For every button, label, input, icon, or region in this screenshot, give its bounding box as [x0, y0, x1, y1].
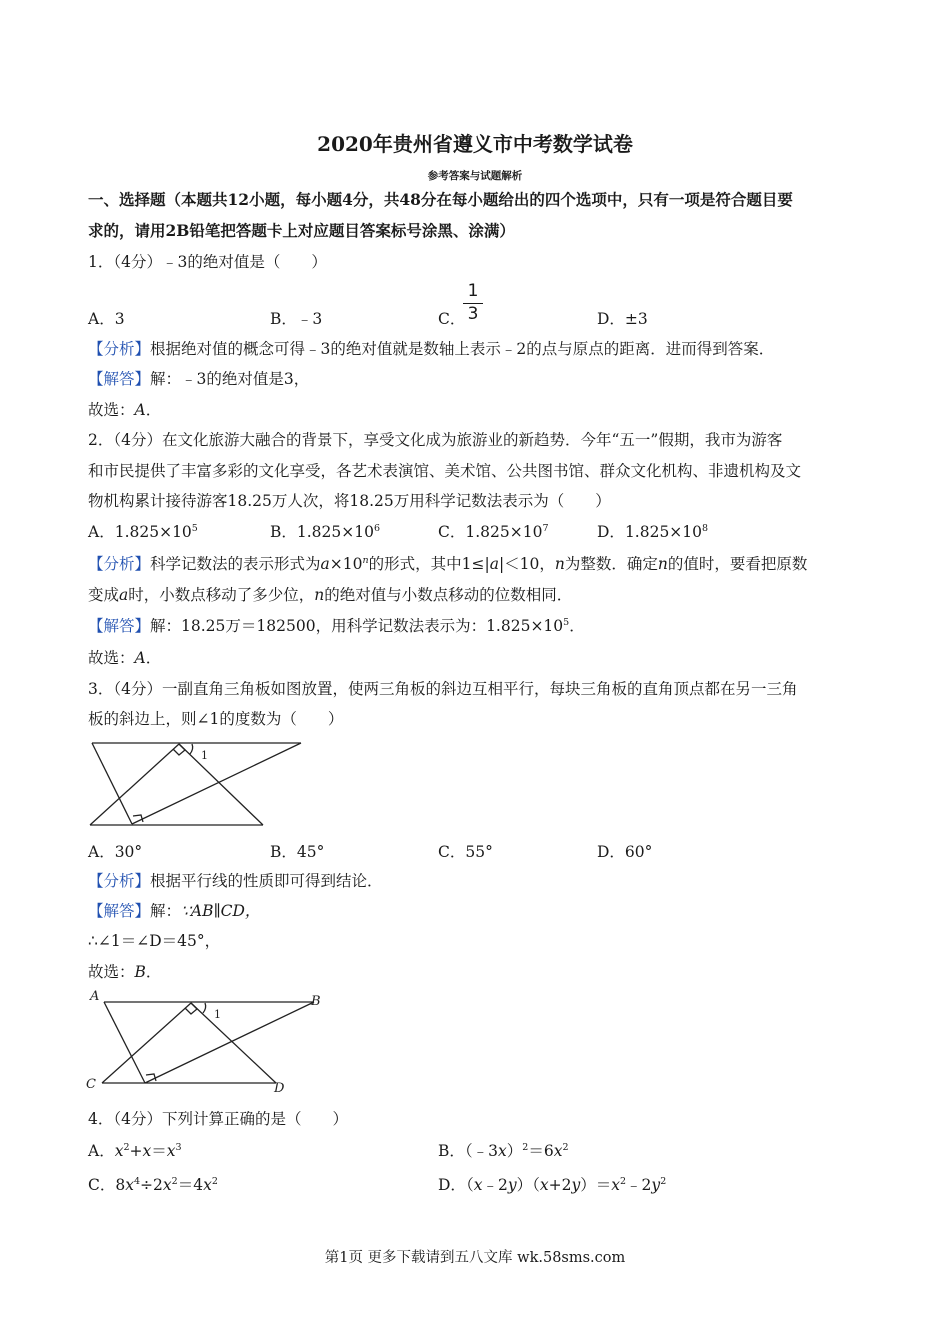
q1-option-c: C． — [438, 310, 466, 328]
answer-tag: 【解答】 — [88, 617, 151, 635]
q2-stem-line-3: 物机构累计接待游客18.25万人次，将18.25万用科学记数法表示为（ ） — [88, 492, 611, 510]
q1-solution-text: ﹣3的绝对值是3， — [181, 370, 310, 388]
q4-option-b-prefix: B． — [438, 1142, 465, 1160]
solve-label: 解： — [150, 902, 182, 920]
q3-choice-letter: B — [134, 963, 146, 981]
fig2-triangle-left-leg — [102, 1003, 191, 1083]
q2-stem-line-2: 和市民提供了丰富多彩的文化享受，各艺术表演馆、美术馆、公共图书馆、群众文化机构、非遗机构及文 — [88, 462, 802, 480]
q4-option-c: C．$8x^4\div 2x^2=4x^2$ — [88, 1175, 218, 1194]
fig2-triangle-right-leg — [191, 1003, 276, 1083]
page-title: 2020年贵州省遵义市中考数学试卷 — [317, 132, 633, 156]
q2-solution: 【解答】解：18.25万＝182500，用科学记数法表示为：$1.825\times 10^5$． — [88, 616, 585, 635]
q3-solution-figure — [84, 988, 334, 1094]
choose-label: 故选： — [88, 963, 135, 981]
q2-option-a-prefix: A． — [88, 523, 115, 541]
q2-option-a-mantissa: 1.825×10 — [114, 523, 192, 541]
q3-solution-line-2: ∴∠1＝∠D＝45°， — [88, 932, 221, 950]
q4-option-d: D．$(x﹣2y)(x+2y)=x^2﹣2y^2$ — [438, 1175, 667, 1194]
section-heading-line-2: 求的，请用2B铅笔把答题卡上对应题目答案标号涂黑、涂满） — [88, 221, 515, 240]
fig2-right-angle-mark-top — [185, 1003, 197, 1014]
q2-option-b — [270, 522, 380, 542]
fig1-angle-arc — [190, 744, 193, 754]
fig1-diagonal — [132, 743, 301, 824]
fig2-label-c: C — [86, 1077, 96, 1092]
q3-solution-text-1: ∵AB∥CD， — [181, 902, 261, 920]
fig1-right-angle-mark-top — [173, 744, 185, 755]
answer-tag: 【解答】 — [88, 902, 151, 920]
q2-option-d-prefix: D． — [597, 523, 625, 541]
q2-option-d-mantissa: 1.825×10 — [624, 523, 703, 541]
page-footer: 第1页 更多下载请到五八文库 wk.58sms.com — [324, 1250, 626, 1266]
choose-label: 故选： — [88, 401, 135, 419]
q3-option-c: C．55° — [438, 843, 493, 861]
choose-label: 故选： — [88, 649, 135, 667]
fig2-angle-label: 1 — [214, 1008, 221, 1021]
q1-fraction-numerator: 1 — [467, 281, 479, 301]
q1-fraction-denominator: 3 — [467, 304, 479, 324]
fig1-triangle-left-leg — [90, 744, 179, 825]
q2-choice-letter: A — [134, 649, 146, 667]
answer-tag: 【解答】 — [88, 370, 151, 388]
fig1-angle-label: 1 — [201, 749, 208, 762]
q4-option-b: B．$(﹣3x)^2=6x^2$ — [438, 1141, 569, 1160]
q1-stem: 1．（4分）﹣3的绝对值是（ ） — [88, 253, 327, 271]
q3-option-b: B．45° — [270, 843, 325, 861]
q1-analysis — [88, 339, 774, 359]
q2-solution-text: 18.25万＝182500，用科学记数法表示为：1.825×10 — [181, 617, 564, 635]
solve-label: 解： — [150, 370, 182, 388]
q2-analysis-line-2: 变成a时，小数点移动了多少位，n的绝对值与小数点移动的位数相同． — [88, 586, 573, 604]
q3-analysis — [88, 871, 383, 891]
fig2-label-b: B — [311, 994, 321, 1009]
q2-stem-line-1: 2．（4分）在文化旅游大融合的背景下，享受文化成为旅游业的新趋势．今年“五一”假期，我市为游客 — [88, 431, 783, 449]
q3-choice: 故选：B． — [88, 963, 162, 981]
q1-option-a: A．3 — [88, 310, 125, 328]
q3-solution-line-1 — [88, 901, 260, 921]
q1-option-d: D．±3 — [597, 310, 648, 328]
analysis-tag: 【分析】 — [88, 340, 151, 358]
q2-option-a — [88, 522, 198, 542]
analysis-tag: 【分析】 — [88, 872, 151, 890]
q2-option-b-mantissa: 1.825×10 — [296, 523, 374, 541]
fig1-left-side — [92, 743, 132, 824]
q3-option-d: D．60° — [597, 843, 653, 861]
analysis-tag: 【分析】 — [88, 555, 151, 573]
q4-stem: 4．（4分）下列计算正确的是（ ） — [88, 1110, 348, 1128]
q1-choice: 故选：A． — [88, 401, 162, 419]
fig1-triangle-right-leg — [179, 744, 263, 825]
q4-option-c-prefix: C． — [88, 1176, 116, 1194]
fig2-angle-arc — [203, 1003, 206, 1013]
solve-label: 解： — [150, 617, 182, 635]
page-subtitle: 参考答案与试题解析 — [427, 170, 523, 182]
q1-option-b: B．﹣3 — [270, 310, 323, 328]
q4-option-a-prefix: A． — [88, 1142, 115, 1160]
q2-option-c-exponent: 7 — [542, 522, 549, 534]
q3-option-a: A．30° — [88, 843, 143, 861]
fig2-diagonal — [145, 1002, 314, 1083]
q2-option-b-exponent: 6 — [373, 522, 381, 534]
q2-option-a-exponent: 5 — [191, 522, 198, 534]
fig2-label-d: D — [274, 1081, 285, 1094]
section-heading-line-1: 一、选择题（本题共12小题，每小题4分，共48分在每小题给出的四个选项中，只有一项是符合题目要 — [88, 190, 793, 209]
q2-option-c-mantissa: 1.825×10 — [465, 523, 543, 541]
q1-analysis-text: 根据绝对值的概念可得﹣3的绝对值就是数轴上表示﹣2的点与原点的距离．进而得到答案． — [150, 340, 775, 358]
q3-analysis-text: 根据平行线的性质即可得到结论． — [150, 872, 383, 890]
q2-solution-exponent: 5 — [563, 616, 570, 628]
q2-option-c — [438, 522, 549, 542]
fig2-left-side — [104, 1002, 145, 1083]
q4-option-a: A．$x^2+x=x^3$ — [88, 1141, 182, 1160]
q2-option-b-prefix: B． — [270, 523, 297, 541]
q3-stem-line-2: 板的斜边上，则∠1的度数为（ ） — [88, 710, 344, 728]
q3-figure-triangles — [86, 738, 306, 830]
q2-choice: 故选：A． — [88, 649, 162, 667]
q1-solution — [88, 369, 309, 389]
q4-option-d-prefix: D． — [438, 1176, 466, 1194]
q2-option-c-prefix: C． — [438, 523, 466, 541]
q2-analysis-line-1: 【分析】科学记数法的表示形式为$a\times 10^n$的形式，其中1≤|a|＜10，n为整数．确定n的值时，要看把原数 — [88, 554, 808, 573]
q1-choice-letter: A — [134, 401, 146, 419]
fig2-label-a: A — [90, 989, 100, 1004]
q3-stem-line-1: 3．（4分）一副直角三角板如图放置，使两三角板的斜边互相平行，每块三角板的直角顶点都在另一三角 — [88, 680, 798, 698]
q2-option-d — [597, 522, 708, 542]
q2-option-d-exponent: 8 — [702, 522, 709, 534]
